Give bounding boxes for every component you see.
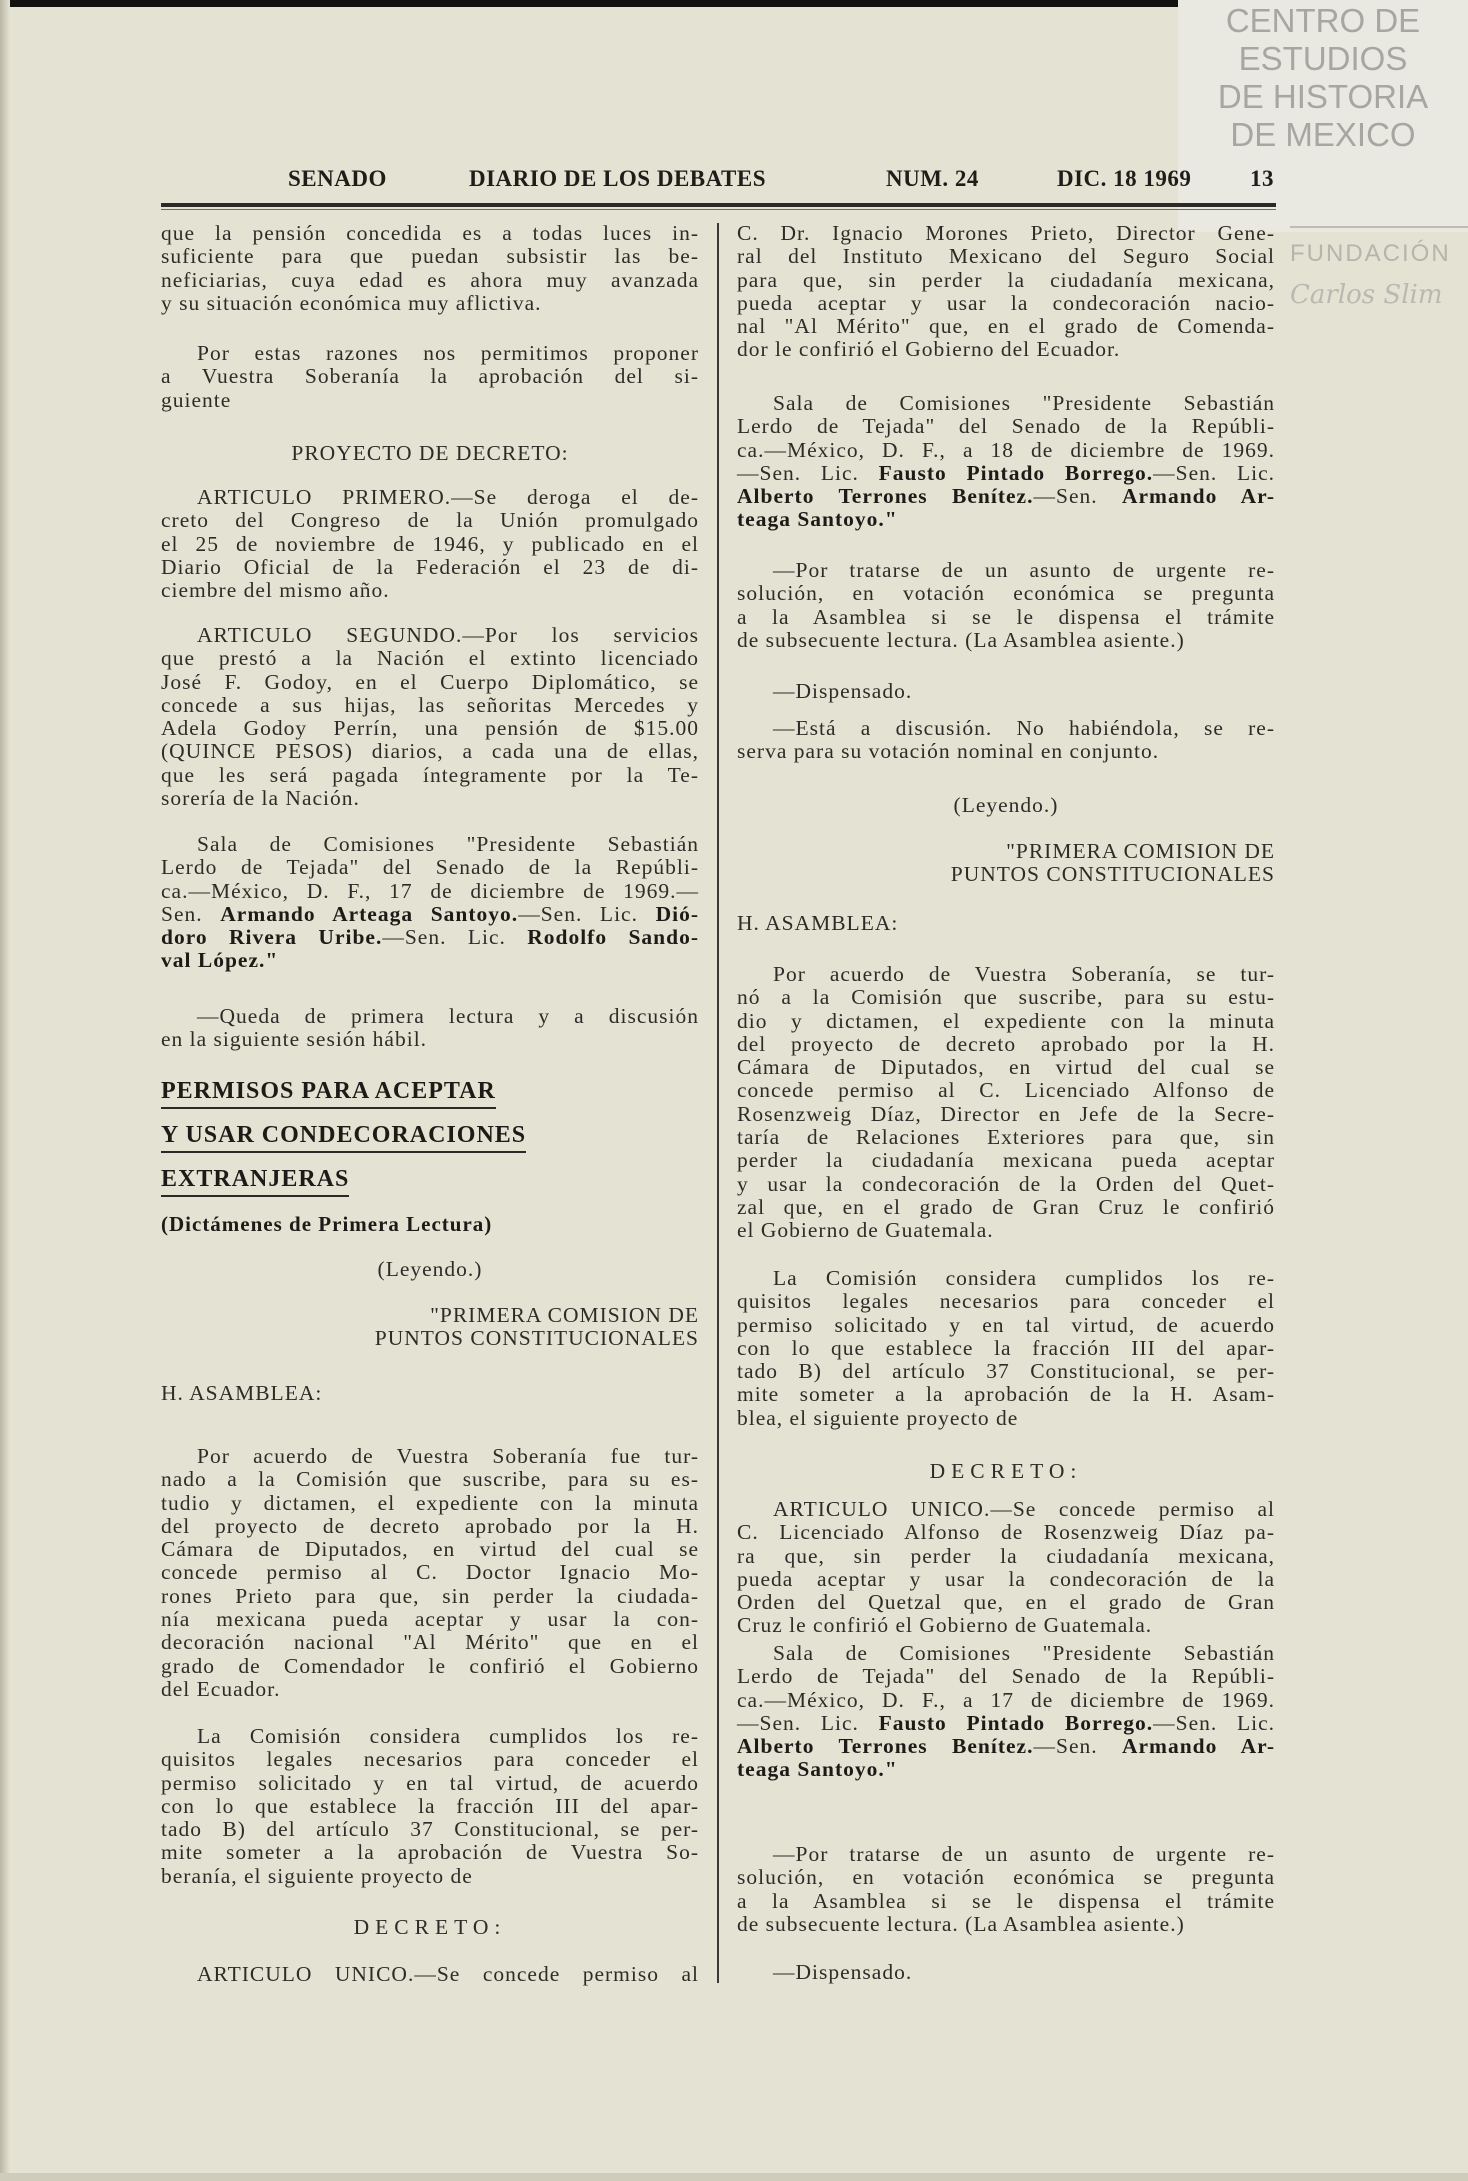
bold-name: Armando Arteaga Santoyo. xyxy=(220,901,519,926)
text-run: decoración nacional "Al Mérito" que en el xyxy=(161,1630,699,1655)
text-run: nó a la Comisión que suscribe, para su estu- xyxy=(737,985,1275,1010)
paragraph xyxy=(737,559,1275,652)
watermark-rule xyxy=(1290,226,1468,228)
text-run: ca.—México, D. F., a 17 de diciembre de 1969. xyxy=(737,1687,1275,1712)
text-line xyxy=(161,1561,699,1584)
text-line xyxy=(161,292,699,315)
paragraph xyxy=(161,624,699,810)
text-run: DECRETO: xyxy=(353,1915,507,1939)
text-run: nado a la Comisión que suscribe, para su es- xyxy=(161,1467,699,1492)
bold-name: Dió- xyxy=(655,901,700,926)
text-line xyxy=(161,647,699,670)
text-run: (Leyendo.) xyxy=(953,793,1059,817)
text-run: ral del Instituto Mexicano del Seguro Social xyxy=(737,244,1275,269)
text-run: beranía, el siguiente proyecto de xyxy=(161,1863,473,1888)
text-line xyxy=(737,1689,1275,1712)
heading xyxy=(737,794,1275,817)
text-line xyxy=(161,1608,699,1631)
text-line xyxy=(737,245,1275,268)
text-line xyxy=(737,439,1275,462)
text-run: en la siguiente sesión hábil. xyxy=(161,1027,428,1052)
text-run: el Gobierno de Guatemala. xyxy=(737,1218,994,1243)
text-line xyxy=(161,342,699,365)
paragraph xyxy=(161,1963,699,1986)
text-run: del Ecuador. xyxy=(161,1676,281,1701)
heading xyxy=(161,442,699,465)
text-line xyxy=(737,740,1275,763)
header-rule-thin xyxy=(161,209,1276,210)
text-line xyxy=(737,629,1275,652)
heading xyxy=(737,840,1275,887)
text-run: ARTICULO PRIMERO.—Se deroga el de- xyxy=(197,485,699,509)
text-line xyxy=(161,1445,699,1468)
text-run: Por acuerdo de Vuestra Soberanía, se tur- xyxy=(773,962,1275,986)
text-line xyxy=(737,1360,1275,1383)
bold-name: Armando Ar- xyxy=(1121,1734,1275,1759)
text-run: PERMISOS PARA ACEPTAR xyxy=(161,1078,496,1109)
text-run: taría de Relaciones Exteriores para que, sin xyxy=(737,1125,1275,1150)
text-run: blea, el siguiente proyecto de xyxy=(737,1405,1019,1430)
text-run: Cruz le confirió el Gobierno de Guatemala. xyxy=(737,1613,1153,1638)
text-run: Sala de Comisiones "Presidente Sebastián xyxy=(773,391,1275,415)
text-run: permiso solicitado y en tal virtud, de acuerdo xyxy=(737,1312,1275,1337)
text-line xyxy=(737,1735,1275,1758)
text-run: Adela Godoy Perrín, una pensión de $15.00 xyxy=(161,716,699,741)
text-run: Cámara de Diputados, en virtud del cual se xyxy=(161,1537,699,1562)
text-run: —Sen. xyxy=(1033,484,1122,509)
text-run: para que, sin perder la ciudadanía mexicana, xyxy=(737,267,1275,292)
paragraph xyxy=(737,392,1275,532)
text-run: que les será pagada íntegramente por la Te- xyxy=(161,762,699,787)
text-run: Rosenzweig Díaz, Director en Jefe de la Secre- xyxy=(737,1101,1275,1126)
text-run: C. Dr. Ignacio Morones Prieto, Director Gene- xyxy=(737,221,1275,245)
text-run: "PRIMERA COMISION DE xyxy=(1006,839,1275,863)
paragraph xyxy=(161,1005,699,1052)
text-line xyxy=(161,1818,699,1841)
bold-name: teaga Santoyo." xyxy=(737,507,898,532)
text-run: y su situación económica muy aflictiva. xyxy=(161,290,542,315)
text-line xyxy=(161,624,699,647)
text-run: quisitos legales necesarios para conceder el xyxy=(737,1289,1275,1314)
text-run: mite someter a la aprobación de Vuestra So- xyxy=(161,1840,699,1865)
text-line xyxy=(737,1545,1275,1568)
text-run: —Dispensado. xyxy=(773,1960,913,1984)
heading xyxy=(737,1460,1275,1483)
text-line xyxy=(161,1327,699,1350)
header-number: NUM. 24 xyxy=(886,166,979,191)
watermark-foundation: FUNDACIÓN xyxy=(1290,240,1451,267)
text-line xyxy=(737,338,1275,361)
text-run: y usar la condecoración de la Orden del Quet- xyxy=(737,1171,1275,1196)
text-run: pueda aceptar y usar la condecoración nacio- xyxy=(737,290,1275,315)
text-line xyxy=(737,392,1275,415)
text-line xyxy=(737,1196,1275,1219)
text-line xyxy=(161,1655,699,1678)
text-line xyxy=(737,1642,1275,1665)
watermark-line: CENTRO DE xyxy=(1225,2,1421,39)
text-line xyxy=(161,556,699,579)
header-chamber: SENADO xyxy=(288,166,387,191)
text-run: de subsecuente lectura. (La Asamblea asiente.) xyxy=(737,627,1185,652)
scan-bottom-edge xyxy=(0,2173,1468,2181)
text-line xyxy=(737,1033,1275,1056)
text-line xyxy=(737,462,1275,485)
paragraph xyxy=(161,833,699,973)
text-line xyxy=(737,1591,1275,1614)
text-run: —Está a discusión. No habiéndola, se re- xyxy=(773,716,1275,740)
text-line xyxy=(161,1538,699,1561)
text-line xyxy=(161,365,699,388)
text-line xyxy=(161,787,699,810)
text-run: Sen. xyxy=(161,901,221,926)
heading xyxy=(737,912,1275,935)
text-line xyxy=(737,986,1275,1009)
text-run: sorería de la Nación. xyxy=(161,786,360,811)
text-line xyxy=(737,1758,1275,1781)
text-run: dio y dictamen, el expediente con la minuta xyxy=(737,1008,1275,1033)
paragraph xyxy=(737,963,1275,1243)
text-line xyxy=(161,1515,699,1538)
text-line xyxy=(737,963,1275,986)
text-line xyxy=(161,1748,699,1771)
text-line xyxy=(161,1028,699,1051)
bold-name: Fausto Pintado Borrego. xyxy=(878,460,1154,485)
text-line xyxy=(737,1173,1275,1196)
text-line xyxy=(737,794,1275,817)
text-line xyxy=(737,292,1275,315)
bold-name: Fausto Pintado Borrego. xyxy=(878,1710,1154,1735)
text-line xyxy=(161,949,699,972)
text-line xyxy=(161,764,699,787)
text-run: —Sen. Lic. xyxy=(1153,1710,1275,1735)
text-line xyxy=(161,579,699,602)
text-run: (Dictámenes de Primera Lectura) xyxy=(161,1212,493,1236)
text-run: a Vuestra Soberanía la aprobación del si- xyxy=(161,364,699,389)
bold-name: Alberto Terrones Benítez. xyxy=(737,484,1034,509)
text-run: Diario Oficial de la Federación el 23 de di- xyxy=(161,554,699,579)
text-line xyxy=(161,1382,699,1405)
text-line xyxy=(737,1056,1275,1079)
text-run: el 25 de noviembre de 1946, y publicado en el xyxy=(161,531,699,556)
paragraph xyxy=(161,486,699,602)
text-line xyxy=(161,717,699,740)
text-line xyxy=(737,863,1275,886)
text-line xyxy=(737,1149,1275,1172)
text-line xyxy=(737,1219,1275,1242)
text-run: ca.—México, D. F., 17 de diciembre de 1969.— xyxy=(161,878,699,903)
text-line xyxy=(161,486,699,509)
text-run: ARTICULO UNICO.—Se concede permiso al xyxy=(773,1497,1275,1521)
text-run: C. Licenciado Alfonso de Rosenzweig Díaz pa- xyxy=(737,1520,1275,1545)
text-line xyxy=(737,415,1275,438)
text-line xyxy=(737,1079,1275,1102)
text-run: Lerdo de Tejada" del Senado de la Repúbli- xyxy=(737,414,1275,439)
text-run: con lo que establece la fracción III del apar- xyxy=(737,1335,1275,1360)
text-run: Sala de Comisiones "Presidente Sebastián xyxy=(773,1641,1275,1665)
bold-name: teaga Santoyo." xyxy=(737,1757,898,1782)
text-run: Cámara de Diputados, en virtud del cual se xyxy=(737,1055,1275,1080)
text-run: EXTRANJERAS xyxy=(161,1166,349,1197)
heading xyxy=(161,1382,699,1405)
text-run: solución, en votación económica se pregunta xyxy=(737,1865,1275,1890)
heading xyxy=(161,1916,699,1939)
text-run: serva para su votación nominal en conjunto. xyxy=(737,739,1160,764)
text-line xyxy=(737,1010,1275,1033)
text-run: H. ASAMBLEA: xyxy=(161,1381,323,1405)
text-line xyxy=(161,269,699,292)
text-line xyxy=(161,1916,699,1939)
text-run: DECRETO: xyxy=(929,1459,1083,1483)
text-line xyxy=(737,1961,1275,1984)
text-line xyxy=(737,582,1275,605)
text-run: grado de Comendador le confirió el Gobierno xyxy=(161,1653,699,1678)
text-line xyxy=(161,245,699,268)
bold-name: Armando Ar- xyxy=(1121,484,1275,509)
text-line xyxy=(161,1072,699,1116)
heading xyxy=(161,1304,699,1351)
text-run: Y USAR CONDECORACIONES xyxy=(161,1122,526,1153)
text-run: solución, en votación económica se pregunta xyxy=(737,581,1275,606)
bold-name: Alberto Terrones Benítez. xyxy=(737,1734,1034,1759)
text-line xyxy=(737,269,1275,292)
paragraph xyxy=(737,222,1275,362)
text-line xyxy=(737,1314,1275,1337)
bold-name: val López." xyxy=(161,948,279,973)
text-line xyxy=(161,442,699,465)
paragraph xyxy=(737,1642,1275,1782)
text-run: Por acuerdo de Vuestra Soberanía fue tur- xyxy=(197,1444,699,1468)
text-run: La Comisión considera cumplidos los re- xyxy=(773,1266,1275,1290)
text-run: con lo que establece la fracción III del apar- xyxy=(161,1793,699,1818)
text-line xyxy=(161,1468,699,1491)
text-line xyxy=(737,222,1275,245)
text-run: Orden del Quetzal que, en el grado de Gran xyxy=(737,1590,1275,1615)
text-line xyxy=(737,1665,1275,1688)
text-line xyxy=(737,1866,1275,1889)
text-line xyxy=(161,1631,699,1654)
text-run: (Leyendo.) xyxy=(377,1257,483,1281)
paragraph xyxy=(161,1725,699,1888)
text-run: neficiarias, cuya edad es ahora muy avanzada xyxy=(161,267,699,292)
text-run: del proyecto de decreto aprobado por la H. xyxy=(737,1031,1275,1056)
header-rule xyxy=(161,203,1276,207)
bold-name: Rodolfo Sando- xyxy=(527,925,699,950)
header-page-number: 13 xyxy=(1250,166,1274,191)
text-line xyxy=(737,606,1275,629)
text-run: concede permiso al C. Doctor Ignacio Mo- xyxy=(161,1560,699,1585)
text-line xyxy=(161,833,699,856)
text-run: —Por tratarse de un asunto de urgente re- xyxy=(773,1842,1275,1866)
text-line xyxy=(737,912,1275,935)
text-line xyxy=(161,1304,699,1327)
text-run: mite someter a la aprobación de la H. Asam- xyxy=(737,1382,1275,1407)
watermark-line: DE MEXICO xyxy=(1230,116,1416,153)
text-run: José F. Godoy, en el Cuerpo Diplomático, se xyxy=(161,669,699,694)
paragraph xyxy=(161,1445,699,1701)
text-run: —Por tratarse de un asunto de urgente re- xyxy=(773,558,1275,582)
text-run: PUNTOS CONSTITUCIONALES xyxy=(374,1326,699,1351)
text-run: Lerdo de Tejada" del Senado de la Repúbli- xyxy=(737,1664,1275,1689)
text-run: La Comisión considera cumplidos los re- xyxy=(197,1724,699,1748)
text-line xyxy=(737,1460,1275,1483)
text-line xyxy=(161,533,699,556)
text-run: dor le confirió el Gobierno del Ecuador. xyxy=(737,337,1121,362)
heading xyxy=(161,1258,699,1281)
paragraph xyxy=(737,1267,1275,1430)
text-line xyxy=(161,903,699,926)
text-line xyxy=(161,1492,699,1515)
text-line xyxy=(161,509,699,532)
paragraph xyxy=(161,342,699,412)
text-line xyxy=(161,1116,699,1160)
text-run: —Sen. Lic. xyxy=(382,925,528,950)
text-run: nal "Al Mérito" que, en el grado de Comenda- xyxy=(737,314,1275,339)
text-line xyxy=(737,1337,1275,1360)
text-line xyxy=(161,1963,699,1986)
paragraph xyxy=(161,222,699,315)
paragraph xyxy=(737,1843,1275,1936)
text-run: que prestó a la Nación el extinto licenciado xyxy=(161,646,699,671)
text-run: —Sen. Lic. xyxy=(737,460,879,485)
bold-name: doro Rivera Uribe. xyxy=(161,925,383,950)
text-line xyxy=(737,1843,1275,1866)
text-run: H. ASAMBLEA: xyxy=(737,911,899,935)
text-run: zal que, en el grado de Gran Cruz le confirió xyxy=(737,1194,1275,1219)
text-run: tado B) del artículo 37 Constitucional, se per- xyxy=(737,1359,1275,1384)
text-line xyxy=(737,1103,1275,1126)
text-line xyxy=(737,1712,1275,1735)
text-run: guiente xyxy=(161,387,232,412)
text-run: que la pensión concedida es a todas luces in- xyxy=(161,221,699,245)
text-run: ARTICULO UNICO.—Se concede permiso al xyxy=(197,1962,699,1986)
text-run: rones Prieto para que, sin perder la ciudada- xyxy=(161,1583,699,1608)
text-run: pueda aceptar y usar la condecoración de la xyxy=(737,1566,1275,1591)
text-line xyxy=(737,1614,1275,1637)
paragraph xyxy=(737,717,1275,764)
text-line xyxy=(737,1267,1275,1290)
text-run: Por estas razones nos permitimos proponer xyxy=(197,341,699,365)
text-run: a la Asamblea si se le dispensa el trámite xyxy=(737,1888,1275,1913)
text-line xyxy=(737,1126,1275,1149)
text-run: nía mexicana pueda aceptar y usar la con- xyxy=(161,1607,699,1632)
text-run: ca.—México, D. F., a 18 de diciembre de 1969. xyxy=(737,437,1275,462)
text-run: concede permiso al C. Licenciado Alfonso de xyxy=(737,1078,1275,1103)
text-line xyxy=(161,671,699,694)
text-line xyxy=(161,389,699,412)
text-run: suficiente para que puedan subsistir las be- xyxy=(161,244,699,269)
text-run: de subsecuente lectura. (La Asamblea asiente.) xyxy=(737,1911,1185,1936)
text-line xyxy=(161,880,699,903)
watermark-line: DE HISTORIA xyxy=(1217,78,1429,115)
text-line xyxy=(161,222,699,245)
text-line xyxy=(161,1725,699,1748)
text-line xyxy=(161,1005,699,1028)
scan-left-edge xyxy=(0,0,10,2181)
text-line xyxy=(737,485,1275,508)
text-run: —Sen. Lic. xyxy=(518,901,656,926)
paragraph xyxy=(737,1498,1275,1638)
text-run: permiso solicitado y en tal virtud, de acuerdo xyxy=(161,1770,699,1795)
text-line xyxy=(161,1160,699,1204)
text-run: ra que, sin perder la ciudadanía mexicana, xyxy=(737,1543,1275,1568)
text-run: del proyecto de decreto aprobado por la H. xyxy=(161,1513,699,1538)
text-line xyxy=(161,1865,699,1888)
text-run: quisitos legales necesarios para conceder el xyxy=(161,1747,699,1772)
heading xyxy=(161,1213,699,1236)
text-line xyxy=(737,1290,1275,1313)
text-run: —Sen. xyxy=(1033,1734,1122,1759)
text-run: Sala de Comisiones "Presidente Sebastián xyxy=(197,832,699,856)
watermark-signature: Carlos Slim xyxy=(1290,280,1443,310)
text-run: —Sen. Lic. xyxy=(1153,460,1275,485)
text-line xyxy=(161,1772,699,1795)
text-run: tado B) del artículo 37 Constitucional, se per- xyxy=(161,1817,699,1842)
paragraph xyxy=(737,680,1275,703)
text-line xyxy=(737,1521,1275,1544)
text-line xyxy=(737,1568,1275,1591)
text-line xyxy=(737,1913,1275,1936)
paragraph xyxy=(737,1961,1275,1984)
watermark-line: ESTUDIOS xyxy=(1238,40,1408,77)
text-line xyxy=(161,1213,699,1236)
text-run: creto del Congreso de la Unión promulgado xyxy=(161,508,699,533)
text-run: concede a sus hijas, las señoritas Mercedes y xyxy=(161,692,699,717)
text-run: Lerdo de Tejada" del Senado de la Repúbli- xyxy=(161,855,699,880)
text-run: —Queda de primera lectura y a discusión xyxy=(197,1004,699,1028)
section-heading xyxy=(161,1072,699,1204)
text-run: ciembre del mismo año. xyxy=(161,578,390,603)
text-run: perder la ciudadanía mexicana pueda aceptar xyxy=(737,1148,1275,1173)
text-run: tudio y dictamen, el expediente con la minuta xyxy=(161,1490,699,1515)
text-line xyxy=(737,680,1275,703)
text-line xyxy=(737,840,1275,863)
text-line xyxy=(161,1678,699,1701)
text-line xyxy=(161,740,699,763)
text-line xyxy=(737,559,1275,582)
text-run: ARTICULO SEGUNDO.—Por los servicios xyxy=(197,623,699,647)
text-line xyxy=(161,1258,699,1281)
text-line xyxy=(737,1890,1275,1913)
column-divider xyxy=(717,223,719,1983)
text-run: PROYECTO DE DECRETO: xyxy=(291,441,569,465)
text-line xyxy=(737,1407,1275,1430)
text-run: PUNTOS CONSTITUCIONALES xyxy=(950,862,1275,887)
text-line xyxy=(737,315,1275,338)
text-line xyxy=(737,1383,1275,1406)
text-line xyxy=(737,717,1275,740)
text-run: "PRIMERA COMISION DE xyxy=(430,1303,699,1327)
text-line xyxy=(737,508,1275,531)
text-line xyxy=(161,1585,699,1608)
text-line xyxy=(161,926,699,949)
text-line xyxy=(161,1841,699,1864)
text-run: (QUINCE PESOS) diarios, a cada una de ellas, xyxy=(161,739,699,764)
text-line xyxy=(161,1795,699,1818)
text-run: —Sen. Lic. xyxy=(737,1710,879,1735)
text-line xyxy=(161,856,699,879)
header-date: DIC. 18 1969 xyxy=(1057,166,1192,191)
text-line xyxy=(737,1498,1275,1521)
header-publication: DIARIO DE LOS DEBATES xyxy=(469,166,767,191)
text-run: a la Asamblea si se le dispensa el trámite xyxy=(737,604,1275,629)
text-run: —Dispensado. xyxy=(773,679,913,703)
text-line xyxy=(161,694,699,717)
